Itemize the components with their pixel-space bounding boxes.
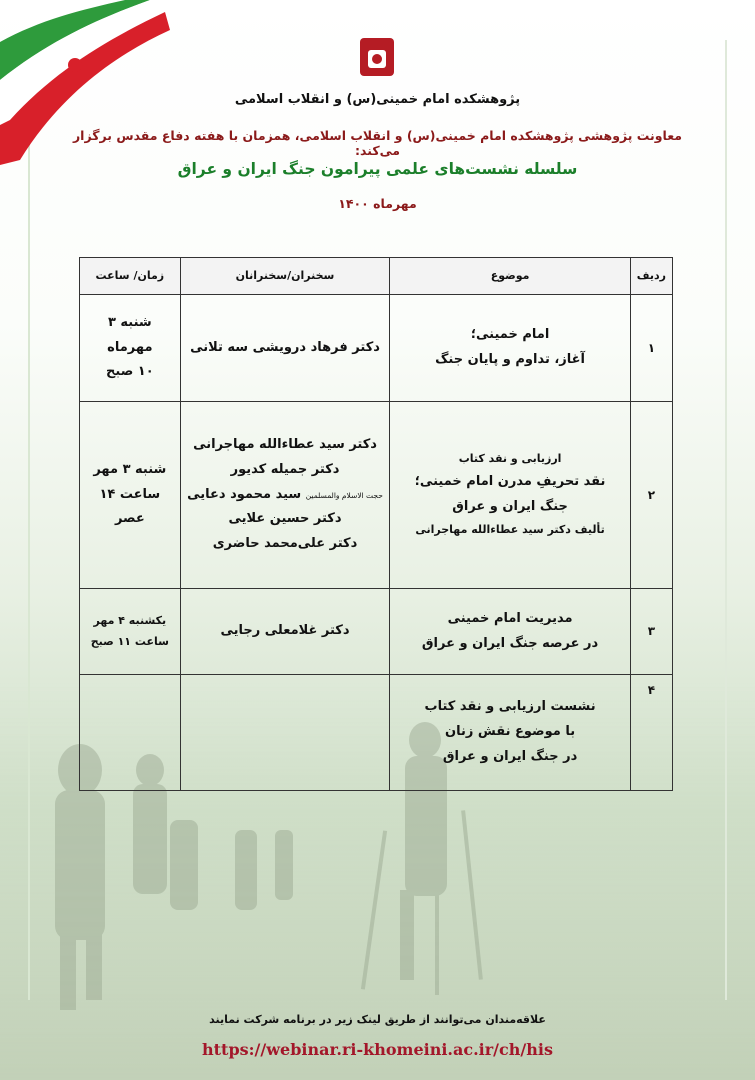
- time-line: ۱۰ صبح: [106, 364, 154, 380]
- row-topic: [390, 402, 630, 589]
- row-number: ۲: [630, 402, 672, 589]
- speaker-name: دکتر فرهاد درویشی سه تلانی: [190, 339, 380, 355]
- row-time: [80, 402, 181, 589]
- time-line: شنبه ۳ مهر: [93, 461, 167, 477]
- institute-logo-icon: [356, 36, 398, 78]
- frame-line-right: [725, 40, 727, 1000]
- series-title: سلسله نشست‌های علمی پیرامون جنگ ایران و عراق: [177, 160, 578, 178]
- speaker-title-prefix: حجت الاسلام والمسلمین: [305, 490, 383, 500]
- speaker-name-with-title: [187, 483, 384, 508]
- topic-line: جنگ ایران و عراق: [452, 499, 568, 514]
- date-line: مهرماه ۱۴۰۰: [338, 196, 417, 211]
- row-topic: [390, 675, 630, 791]
- topic-intro: ارزیابی و نقد کتاب: [458, 452, 562, 466]
- table-row: [80, 402, 673, 589]
- speaker-name: دکتر حسین علایی: [228, 511, 342, 527]
- row-topic: [390, 589, 630, 675]
- row-number: ۴: [630, 675, 672, 791]
- row-speakers: [180, 589, 390, 675]
- table-row: [80, 675, 673, 791]
- topic-line: در عرصه جنگ ایران و عراق: [421, 635, 599, 651]
- time-line: یکشنبه ۴ مهر: [93, 613, 167, 627]
- topic-line: در جنگ ایران و عراق: [442, 748, 578, 764]
- topic-line: نشست ارزیابی و نقد کتاب: [424, 699, 596, 715]
- row-number: ۱: [630, 295, 672, 402]
- organization-title: پژوهشکده امام خمینی(س) و انقلاب اسلامی: [234, 92, 521, 107]
- header-topic: موضوع: [390, 258, 630, 295]
- speaker-name: دکتر علی‌محمد حاضری: [212, 536, 358, 552]
- frame-line-left: [28, 40, 30, 1000]
- webinar-link[interactable]: https://webinar.ri-khomeini.ac.ir/ch/his: [202, 1040, 553, 1059]
- row-number: ۳: [630, 589, 672, 675]
- header-speakers: سخنران/سخنرانان: [180, 258, 390, 295]
- speaker-name: دکتر جمیله کدیور: [230, 461, 340, 477]
- topic-line: مدیریت امام خمینی: [447, 610, 573, 626]
- table-row: [80, 295, 673, 402]
- program-table: [79, 257, 673, 791]
- topic-line: نقد تحریفِ مدرن امام خمینی؛: [414, 474, 606, 490]
- header-number: ردیف: [630, 258, 672, 295]
- time-line: ساعت ۱۴ عصر: [99, 486, 161, 527]
- intro-text: معاونت پژوهشی پژوهشکده امام خمینی(س) و انقلاب اسلامی، همزمان با هفته دفاع مقدس برگزار می‌کند:: [72, 128, 682, 158]
- time-line: ساعت ۱۱ صبح: [90, 634, 169, 648]
- row-speakers: [180, 295, 390, 402]
- row-speakers: [180, 402, 390, 589]
- row-time: [80, 675, 181, 791]
- topic-author: تألیف دکتر سید عطاءالله مهاجرانی: [415, 522, 605, 536]
- header-time: زمان/ ساعت: [80, 258, 181, 295]
- topic-line: آغاز، تداوم و پایان جنگ: [435, 352, 586, 367]
- topic-line: امام خمینی؛: [470, 327, 550, 343]
- row-time: [80, 589, 181, 675]
- row-time: [80, 295, 181, 402]
- speaker-name: دکتر غلامعلی رجایی: [220, 623, 350, 639]
- row-topic: [390, 295, 630, 402]
- time-line: شنبه ۳ مهرماه: [107, 314, 153, 355]
- speaker-name: دکتر سید عطاءالله مهاجرانی: [193, 437, 377, 453]
- table-row: [80, 589, 673, 675]
- table-header-row: [80, 258, 673, 295]
- row-speakers: [180, 675, 390, 791]
- speaker-name: سید محمود دعایی: [187, 486, 302, 502]
- footer-note: علاقه‌مندان می‌توانند از طریق لینک زیر در برنامه شرکت نمایند: [209, 1013, 546, 1026]
- topic-line: با موضوع نقش زنان: [445, 724, 576, 740]
